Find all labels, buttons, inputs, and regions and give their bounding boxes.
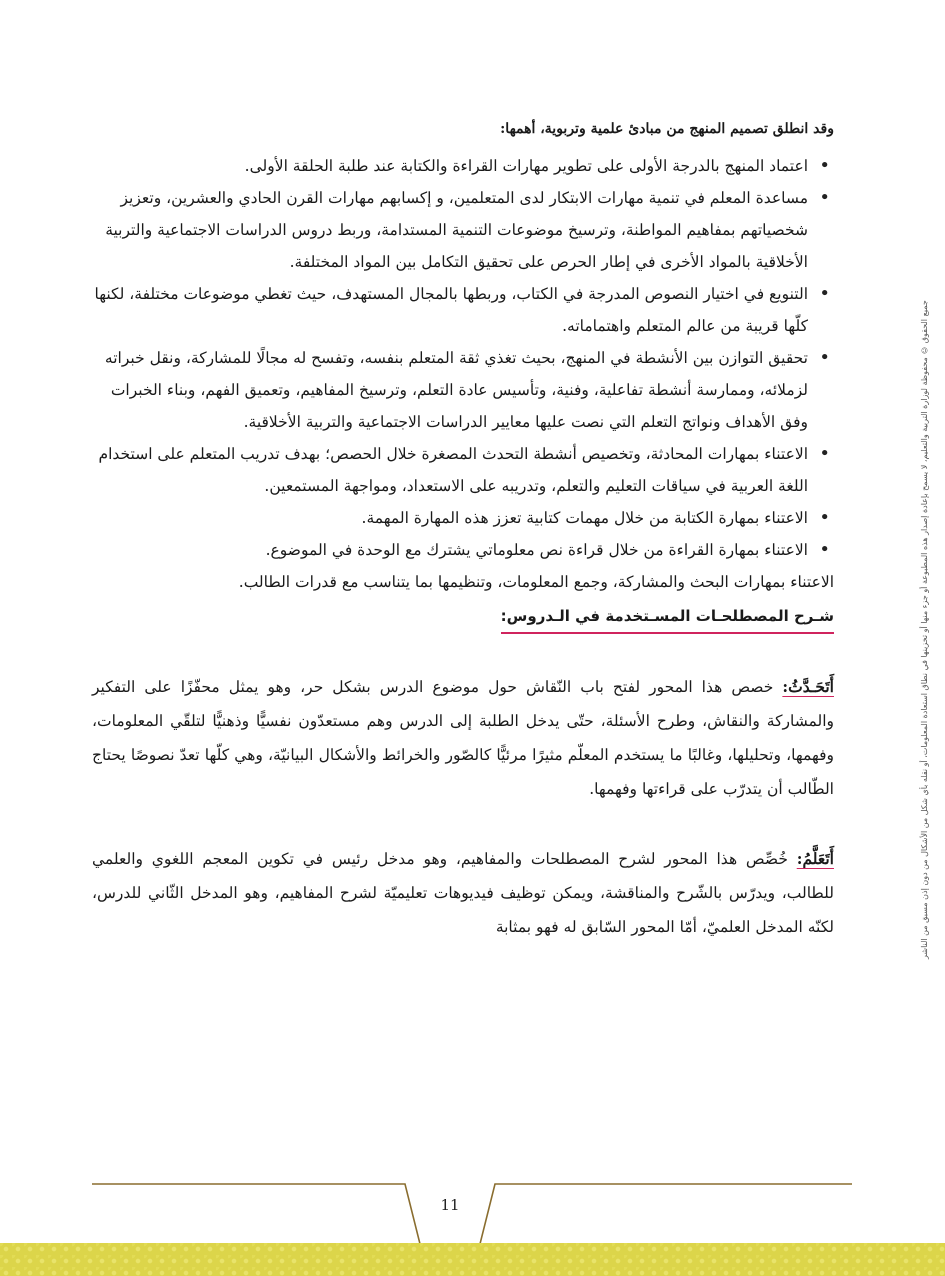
list-item: • اعتماد المنهج بالدرجة الأولى على تطوير مهارات القراءة والكتابة عند طلبة الحلقة الأولى.: [92, 150, 808, 182]
list-item: • مساعدة المعلم في تنمية مهارات الابتكار لدى المتعلمين، و إكسابهم مهارات القرن الحادي والعشرين، وتعزيز شخصياتهم بمفاهيم المواطنة، وترسيخ موضوعات التنمية المستدامة، وربط دروس الدراسات الاجتماعية والتربية الأخلاقية بالمواد الأخرى في إطار الحرص على تحقيق التكامل بين المواد المختلفة.: [92, 182, 808, 278]
closing-line: الاعتناء بمهارات البحث والمشاركة، وجمع المعلومات، وتنظيمها بما يتناسب مع قدرات الطالب.: [238, 573, 834, 591]
page-number: 11: [440, 1196, 460, 1214]
list-item: • تحقيق التوازن بين الأنشطة في المنهج، بحيث تغذي ثقة المتعلم بنفسه، وتفسح له مجالًا للمشاركة، ونقل خبراته لزملائه، وممارسة أنشطة تفاعلية، وفنية، وتأسيس عادة التعلم، وترسيخ المفاهيم، وتعميق الفهم، وبناء الخبرات وفق الأهداف ونواتج التعلم التي نصت عليها معايير الدراسات الاجتماعية والتربية الأخلاقية.: [92, 342, 808, 438]
decorative-band: [0, 1243, 945, 1276]
term-speak-text: خصص هذا المحور لفتح باب النّقاش حول موضوع الدرس بشكل حر، وهو يمثل محفّزًا على التفكير والمشاركة والنقاش، وطرح الأسئلة، حتّى يدخل الطلبة إلى الدرس وهم مستعدّون نفسيًّا وذهنيًّا لتلقّي المعلومات، وفهمها، وتحليلها، وغالبًا ما يستخدم المعلّم مثيرًا مرئيًّا كالصّور والخرائط والأشكال البيانيّة، وهي كلّها تعدّ نصوصًا يحتاج الطّالب أن يتدرّب على قراءتها وفهمها.: [92, 678, 834, 798]
copyright-notice: جميع الحقوق © محفوظة لوزارة التربية والتعليم، لا يسمح بإعادة إصدار هذه المطبوعة أو جزء منها أو تخزينها في نطاق استعادة المعلومات، أو نقله بأي شكل من الأشكال من دون إذن مسبق من الناشر: [920, 300, 929, 959]
section-heading-wrap: [92, 602, 834, 634]
term-paragraph-learn: [92, 842, 834, 944]
term-paragraph-speak: [92, 670, 834, 806]
main-content: [92, 118, 834, 944]
list-item: • الاعتناء بمهارات المحادثة، وتخصيص أنشطة التحدث المصغرة خلال الحصص؛ بهدف تدريب المتعلم على استخدام اللغة العربية في سياقات التعليم والتعلم، وتدريبه على الاستعداد، ومواجهة المستمعين.: [92, 438, 808, 502]
term-learn-text: خُصِّص هذا المحور لشرح المصطلحات والمفاهيم، وهو مدخل رئيس في تكوين المعجم اللغوي والعلمي للطالب، ويدرّس بالشّرح والمناقشة، ويمكن توظيف فيديوهات تعليميّة لشرح المفاهيم، وهو المدخل الثّاني للدرس، لكنّه المدخل العلميّ، أمّا المحور السّابق له فهو بمثابة: [92, 850, 834, 936]
spacer: [92, 806, 834, 842]
principles-list: [92, 150, 834, 566]
list-item: • الاعتناء بمهارة الكتابة من خلال مهمات كتابية تعزز هذه المهارة المهمة.: [92, 502, 808, 534]
intro-line: وقد انطلق تصميم المنهج من مبادئ علمية وتربوية، أهمها:: [500, 121, 834, 137]
list-item: • الاعتناء بمهارة القراءة من خلال قراءة نص معلوماتي يشترك مع الوحدة في الموضوع.: [92, 534, 808, 566]
term-learn: أَتَعَلَّمُ:: [796, 849, 834, 868]
section-heading: شـرح المصطلحـات المسـتخدمة في الـدروس:: [501, 602, 834, 634]
term-speak: أَتَحَـدَّثُ:: [782, 677, 834, 696]
spacer: [92, 634, 834, 670]
list-item: • التنويع في اختيار النصوص المدرجة في الكتاب، وربطها بالمجال المستهدف، حيث تغطي موضوعات مختلفة، لكنها كلّها قريبة من عالم المتعلم واهتماماته.: [92, 278, 808, 342]
